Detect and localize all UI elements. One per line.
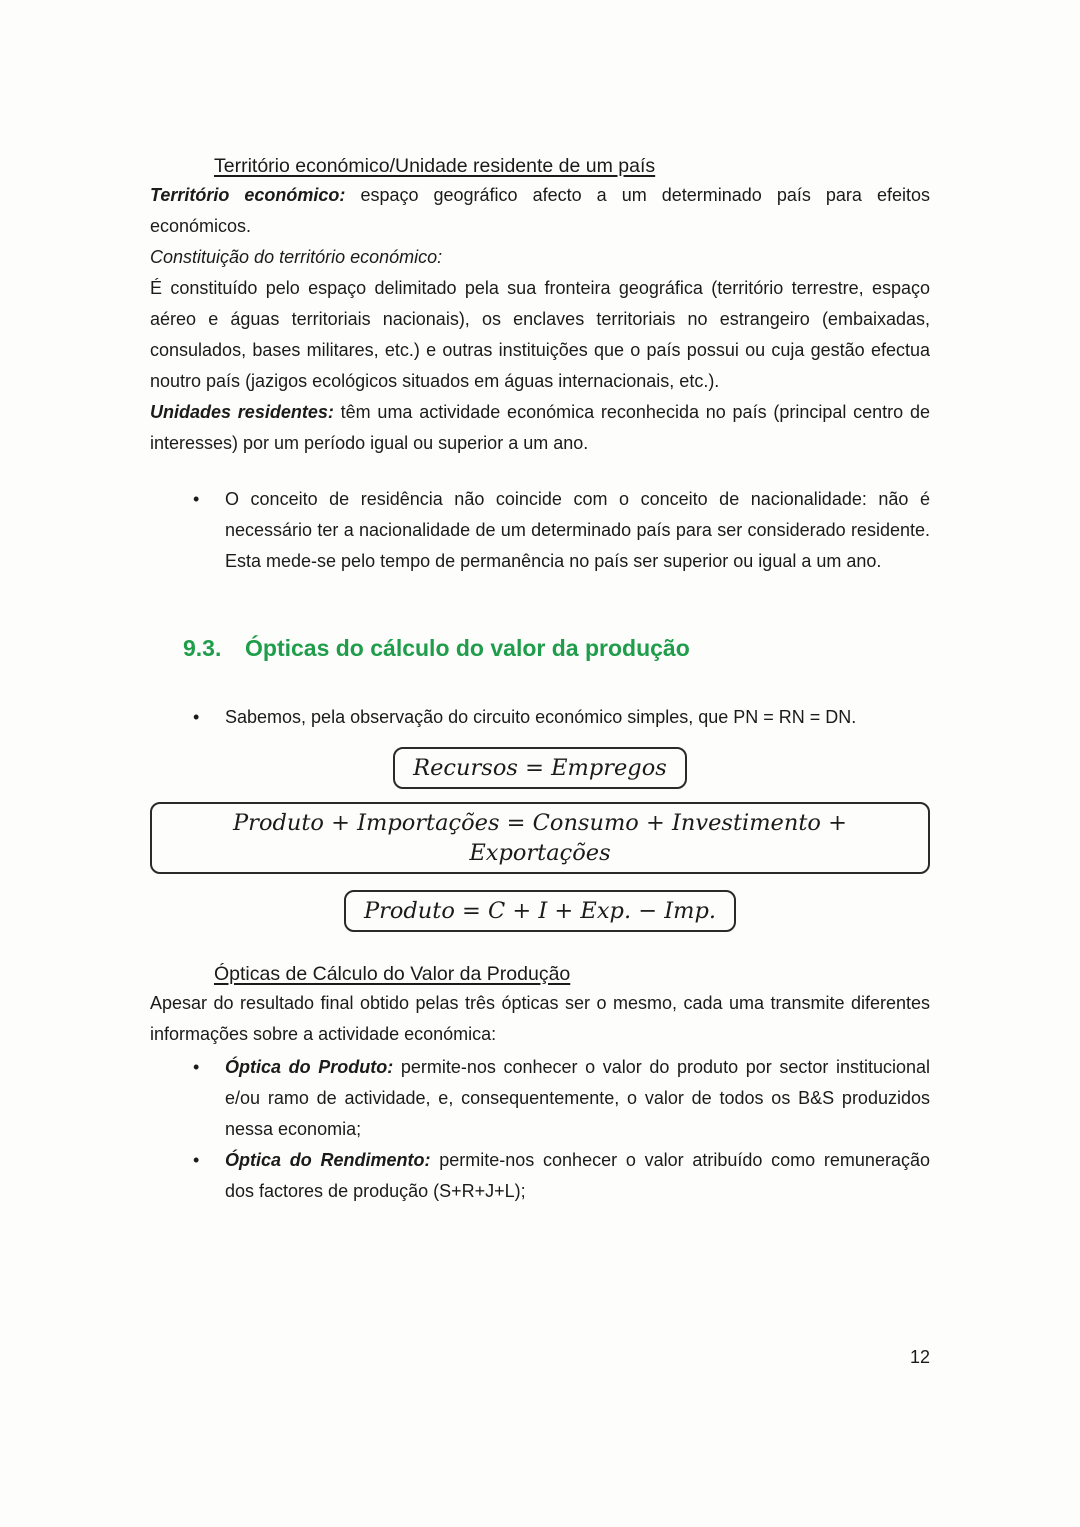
bullet-residencia <box>150 484 930 577</box>
bullet-sabemos-text: Sabemos, pela observação do circuito económico simples, que PN = RN = DN. <box>225 707 857 727</box>
heading-territorio: Território económico/Unidade residente de um país <box>214 155 656 177</box>
para-constituicao-label: Constituição do território económico: <box>150 247 443 267</box>
bullet-icon <box>193 702 225 733</box>
para-constituicao: É constituído pelo espaço delimitado pela sua fronteira geográfica (território terrestre, espaço aéreo e águas territoriais nacionais), os enclaves territoriais no estrangeiro (embaixadas, consulados, bases militares, etc.) e outras instituições que o país possui ou cuja gestão efectua noutro país (jazigos ecológicos situados em águas internacionais, etc.). <box>150 278 930 391</box>
bullet-icon <box>193 1052 225 1145</box>
formula-box-produto: Produto = C + I + Exp. − Imp. <box>344 890 736 932</box>
page-number: 12 <box>909 1347 930 1367</box>
bullet-optica-produto-text <box>225 1052 930 1145</box>
section-heading <box>183 632 930 664</box>
bullet-optica-rendimento-text <box>225 1145 930 1207</box>
bullet-optica-rendimento <box>150 1145 930 1207</box>
para-territorio <box>150 180 930 242</box>
section-title: Ópticas do cálculo do valor da produção <box>245 635 690 661</box>
bullet-icon <box>193 484 225 577</box>
territorio-text: espaço geográfico afecto a um determinado país para efeitos económicos. <box>150 185 930 236</box>
unidades-text: têm uma actividade económica reconhecida no país (principal centro de interesses) por um período igual ou superior a um ano. <box>150 402 930 453</box>
optica-rendimento-text: permite-nos conhecer o valor atribuído como remuneração dos factores de produção (S+R+J+L); <box>225 1150 930 1201</box>
bullet-icon <box>193 1145 225 1207</box>
formula-zone <box>150 733 930 932</box>
bullet-sabemos <box>150 702 930 733</box>
section-number: 9.3. <box>183 635 222 661</box>
heading-opticas: Ópticas de Cálculo do Valor da Produção <box>214 963 571 985</box>
territorio-label: Território económico: <box>150 185 346 205</box>
para-apesar: Apesar do resultado final obtido pelas três ópticas ser o mesmo, cada uma transmite diferentes informações sobre a actividade económica: <box>150 993 930 1044</box>
para-unidades <box>150 397 930 459</box>
formula-box-recursos: Recursos = Empregos <box>393 747 687 789</box>
formula-box-produto-importacoes: Produto + Importações = Consumo + Investimento + Exportações <box>150 802 930 874</box>
optica-produto-text: permite-nos conhecer o valor do produto por sector institucional e/ou ramo de actividade, e, consequentemente, o valor de todos os B&S produzidos nessa economia; <box>225 1057 931 1139</box>
unidades-label: Unidades residentes: <box>150 402 334 422</box>
optica-rendimento-label: Óptica do Rendimento: <box>225 1150 431 1170</box>
optica-produto-label: Óptica do Produto: <box>225 1057 394 1077</box>
bullet-optica-produto <box>150 1052 930 1145</box>
bullet-residencia-text: O conceito de residência não coincide com o conceito de nacionalidade: não é necessário ter a nacionalidade de um determinado país para ser considerado residente. Esta mede-se pelo tempo de permanência no país ser superior ou igual a um ano. <box>225 489 930 571</box>
